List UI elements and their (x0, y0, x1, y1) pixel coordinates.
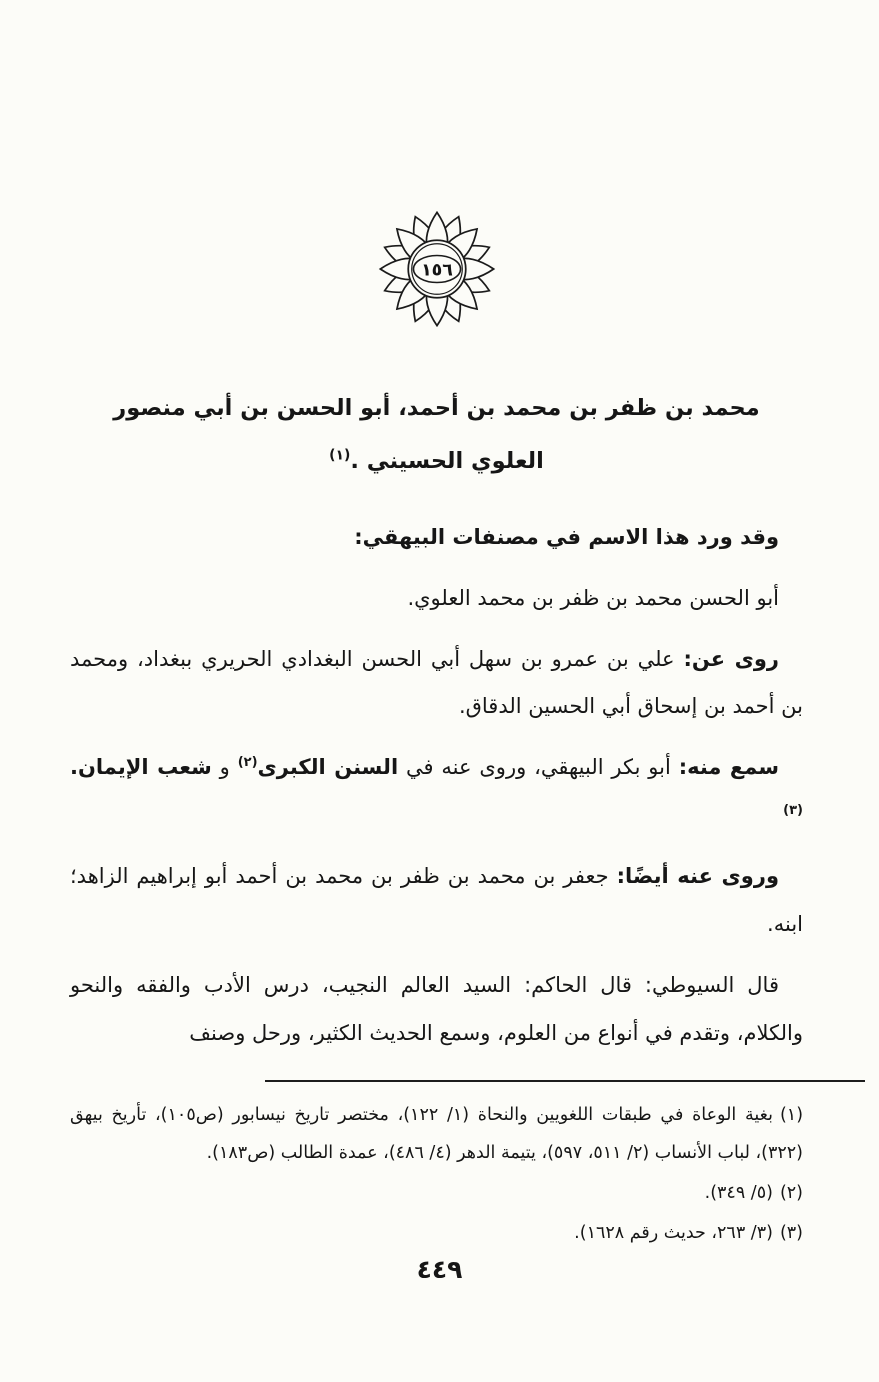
footnotes-section (70, 1096, 803, 1253)
paragraph-rawa-an (70, 636, 803, 732)
shuab-iman-title: شعب الإيمان. (70, 755, 212, 780)
footnote-ref-2: (٢) (237, 755, 258, 771)
paragraph-rawa-aydan (70, 853, 803, 949)
entry-heading-line2-text: العلوي الحسيني . (350, 447, 544, 474)
entry-number: ١٥٦ (420, 260, 453, 281)
entry-heading-line1: محمد بن ظفر بن محمد بن أحمد، أبو الحسن بن أبي منصور (113, 395, 760, 421)
paragraph-suyuti: قال السيوطي: قال الحاكم: السيد العالم النجيب، درس الأدب والفقه والنحو والكلام، وتقدم في أنواع من العلوم، وسمع الحديث الكثير، ورحل وصنف (70, 972, 803, 1045)
footnote-1-text: بغية الوعاة في طبقات اللغويين والنحاة (١/ ١٢٢)، مختصر تاريخ نيسابور (ص١٠٥)، تأريخ بيهق (٣٢٢)، لباب الأنساب (٢/ ٥١١، ٥٩٧)، يتيمة الدهر (٤/ ٤٨٦)، عمدة الطالب (ص١٨٣). (70, 1104, 803, 1163)
footnote-3-text: (٣/ ٢٦٣، حديث رقم ١٦٢٨). (574, 1222, 773, 1243)
rawa-aydan-label: وروى عنه أيضًا: (616, 864, 779, 888)
entry-heading-line2 (70, 435, 803, 488)
footnote-ref-1: (١) (329, 447, 351, 464)
paragraph-name-form: أبو الحسن محمد بن ظفر بن محمد العلوي. (407, 585, 779, 610)
footnote-separator (265, 1080, 865, 1082)
entry-ornament (374, 208, 500, 330)
footnote-2 (70, 1174, 803, 1212)
paragraph-intro: وقد ورد هذا الاسم في مصنفات البيهقي: (354, 524, 779, 549)
sunan-kubra-title: السنن الكبرى (257, 755, 399, 780)
footnote-3 (70, 1214, 803, 1252)
page-content (0, 208, 879, 1252)
entry-heading (70, 382, 803, 488)
footnote-3-marker: (٣) (779, 1222, 803, 1243)
rosette-icon (375, 208, 499, 330)
page-number: ٤٤٩ (416, 1255, 463, 1284)
footnote-2-marker: (٢) (779, 1182, 803, 1203)
footnote-2-text: (٥/ ٣٤٩). (704, 1182, 773, 1203)
footnote-1-marker: (١) (779, 1104, 804, 1125)
rawa-an-label: روى عن: (683, 646, 780, 671)
samia-minh-label: سمع منه: (678, 755, 779, 780)
footnote-ref-3: (٣) (783, 803, 803, 819)
footnote-1 (70, 1096, 803, 1172)
paragraph-samia-minh (70, 744, 803, 840)
rawa-an-text: علي بن عمرو بن سهل أبي الحسن البغدادي الحريري ببغداد، ومحمد بن أحمد بن إسحاق أبي الحسين الدقاق. (70, 646, 803, 719)
waw-conjunction: و (219, 755, 230, 780)
entry-body (70, 514, 803, 1058)
rawa-aydan-text: جعفر بن محمد بن ظفر بن محمد بن أحمد أبو إبراهيم الزاهد؛ ابنه. (70, 864, 803, 936)
samia-minh-text: أبو بكر البيهقي، وروى عنه في (406, 755, 671, 780)
